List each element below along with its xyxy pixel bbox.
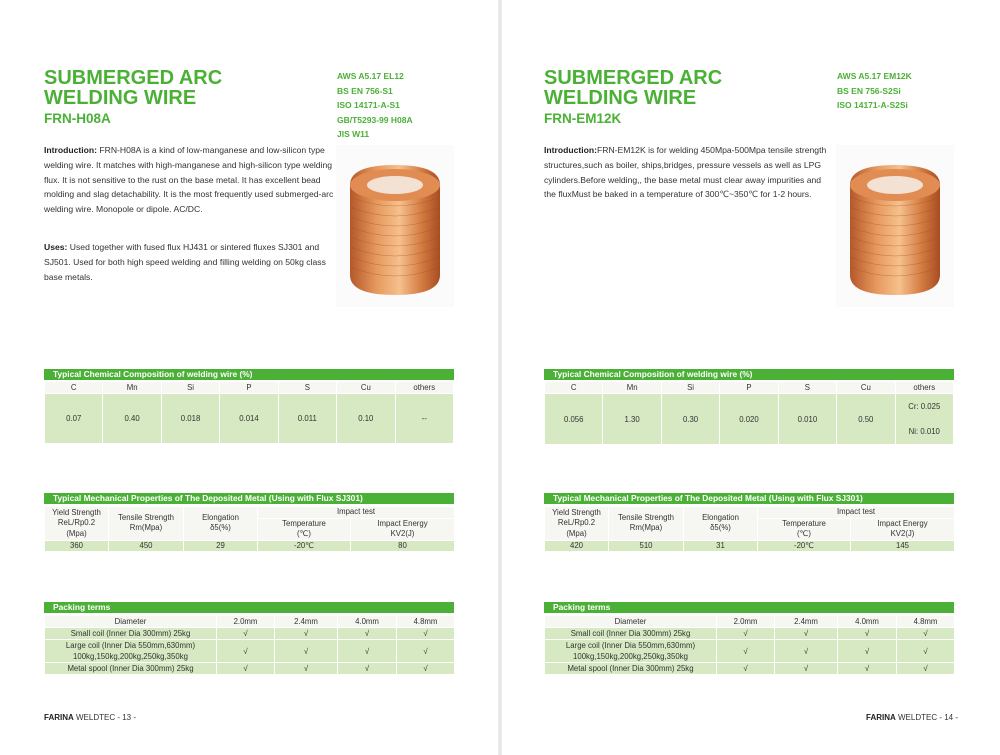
chemical-composition-title: Typical Chemical Composition of welding wire (%) [44, 369, 454, 380]
impact-test-header: Impact test [758, 507, 955, 519]
tensile-strength-header: Tensile Strength Rm(Mpa) [609, 507, 684, 541]
yield-strength-header: Yield Strength ReL/Rp0.2 (Mpa) [545, 507, 609, 541]
page-14 [500, 0, 1000, 755]
model-number: FRN-EM12K [544, 111, 622, 126]
temperature-header: Temperature (℃) [758, 518, 851, 540]
table-row: 420 510 31 -20℃ 145 [545, 540, 955, 552]
introduction-text: Introduction: FRN-H08A is a kind of low-manganese and low-silicon type welding wire. It matches with high-manganese and high-silicon type welding flux. It is not sensitive to the rust on the base metal. It has excellent bead molding and slag detachability. It is the most frequently used submerged-arc welding wire. Monopole or dipole. AC/DC. [44, 145, 334, 215]
tensile-strength-header: Tensile Strength Rm(Mpa) [109, 507, 184, 541]
table-row: 0.07 0.40 0.018 0.014 0.011 0.10 -- [45, 394, 454, 444]
standard-item: BS EN 756-S1 [337, 85, 393, 96]
table-row: Metal spool (Inner Dia 300mm) 25kg √ √ √ √ [545, 663, 955, 675]
standard-item: AWS A5.17 EL12 [337, 71, 404, 81]
table-header-row: C Mn Si P S Cu others [45, 382, 454, 394]
standard-item: BS EN 756-S2Si [837, 85, 901, 96]
product-title: SUBMERGED ARC WELDING WIRE [44, 67, 223, 109]
standards-list [337, 69, 413, 142]
table-header-row: Diameter 2.0mm 2.4mm 4.0mm 4.8mm [45, 616, 455, 628]
table-row: Large coil (Inner Dia 550mm,630mm) 100kg,150kg,200kg,250kg,350kg √ √ √ √ [545, 640, 955, 663]
page-footer: FARINA WELDTEC - 13 - [44, 713, 137, 722]
elongation-header: Elongation δ5(%) [684, 507, 758, 541]
standards-list [837, 69, 912, 113]
table-row: 0.056 1.30 0.30 0.020 0.010 0.50 Cr: 0.025 Ni: 0.010 [545, 394, 954, 445]
introduction-text: Introduction:FRN-EM12K is for welding 450Mpa-500Mpa tensile strength structures,such as boiler, ships,bridges, pressure vessels as well as LPG cylinders.Before welding,, the base metal must clear away impurities and the fluxMust be baked in a temperature of 300℃~350℃ for 1-2 hours. [544, 145, 827, 200]
uses-text: Uses: Used together with fused flux HJ431 or sintered fluxes SJ301 and SJ501. Used for both high speed welding and filling welding on 50kg class base metals. [44, 242, 326, 282]
table-header-row: C Mn Si P S Cu others [545, 382, 954, 394]
standard-item: JIS W11 [337, 129, 370, 140]
others-cell: Cr: 0.025 Ni: 0.010 [895, 394, 953, 445]
mechanical-properties-table [544, 506, 955, 552]
mechanical-properties-title: Typical Mechanical Properties of The Deposited Metal (Using with Flux SJ301) [44, 493, 454, 504]
impact-test-header: Impact test [258, 507, 455, 519]
standard-item: ISO 14171-A-S1 [337, 100, 400, 111]
chemical-composition-table [544, 381, 954, 445]
mechanical-properties-title: Typical Mechanical Properties of The Deposited Metal (Using with Flux SJ301) [544, 493, 954, 504]
product-title: SUBMERGED ARC WELDING WIRE [544, 67, 723, 109]
packing-terms-title: Packing terms [544, 602, 954, 613]
standard-item: GB/T5293-99 H08A [337, 114, 413, 125]
chemical-composition-table [44, 381, 454, 444]
impact-energy-header: Impact Energy KV2(J) [351, 518, 455, 540]
packing-terms-table [44, 615, 455, 675]
packing-terms-table [544, 615, 955, 675]
impact-energy-header: Impact Energy KV2(J) [851, 518, 955, 540]
model-number: FRN-H08A [44, 111, 111, 126]
table-row: Small coil (Inner Dia 300mm) 25kg √ √ √ √ [545, 628, 955, 640]
table-header-row: Diameter 2.0mm 2.4mm 4.0mm 4.8mm [545, 616, 955, 628]
temperature-header: Temperature (℃) [258, 518, 351, 540]
table-row: Large coil (Inner Dia 550mm,630mm) 100kg,150kg,200kg,250kg,350kg √ √ √ √ [45, 640, 455, 663]
page-footer: FARINA WELDTEC - 14 - [866, 713, 959, 722]
table-row: Small coil (Inner Dia 300mm) 25kg √ √ √ √ [45, 628, 455, 640]
wire-coil-image [336, 145, 454, 307]
chemical-composition-title: Typical Chemical Composition of welding wire (%) [544, 369, 954, 380]
table-row: 360 450 29 -20℃ 80 [45, 540, 455, 552]
table-row: Metal spool (Inner Dia 300mm) 25kg √ √ √ √ [45, 663, 455, 675]
elongation-header: Elongation δ5(%) [184, 507, 258, 541]
wire-coil-image [836, 145, 954, 307]
standard-item: ISO 14171-A-S2Si [837, 100, 908, 111]
yield-strength-header: Yield Strength ReL/Rp0.2 (Mpa) [45, 507, 109, 541]
standard-item: AWS A5.17 EM12K [837, 71, 912, 81]
packing-terms-title: Packing terms [44, 602, 454, 613]
mechanical-properties-table [44, 506, 455, 552]
